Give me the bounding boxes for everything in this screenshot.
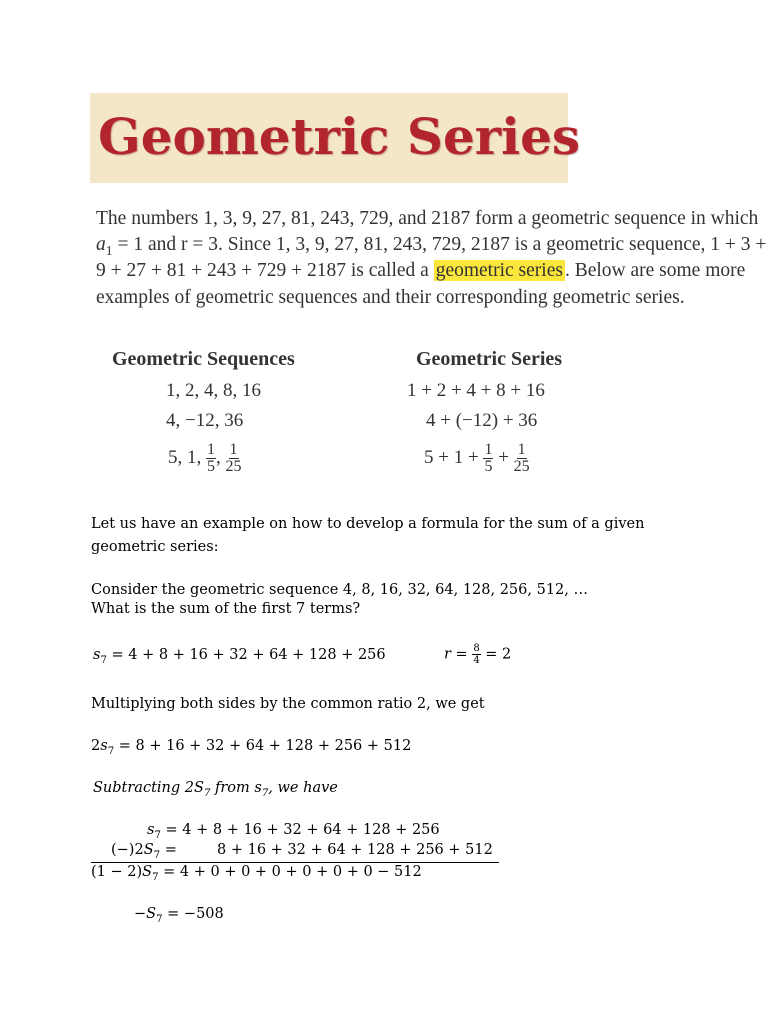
equation-2s7: $2s_7 = 8 + 16 + 32 + 64 + 128 + 256 + 512$ <box>91 738 412 757</box>
row2-series: 4 + (−12) + 36 <box>426 410 538 431</box>
highlight-geometric-series: geometric series <box>435 260 563 281</box>
page-title: Geometric Series <box>98 107 581 166</box>
final-result: $-S_7 = -508$ <box>134 906 224 925</box>
row3-sequence: 5, 1, $\frac{1}{5}$ , $\frac{1}{25}$ <box>168 441 242 475</box>
equation-s7: $s_7 = 4 + 8 + 16 + 32 + 64 + 128 + 256$ <box>93 647 386 666</box>
paragraph-1-line-2: geometric series: <box>91 539 219 555</box>
equation-ratio: r = $\frac{8}{4}$ = 2 <box>444 643 512 666</box>
intro-line-1: The numbers 1, 3, 9, 27, 81, 243, 729, and 2187 form a geometric sequence in which <box>96 208 759 229</box>
paragraph-1-line-1: Let us have an example on how to develop a formula for the sum of a given <box>91 516 645 532</box>
subtraction-row-1: $s_7 = 4 + 8 + 16 + 32 + 64 + 128 + 256$ <box>147 822 440 841</box>
intro-line-3: 9 + 27 + 81 + 243 + 729 + 2187 is called a geometric series . Below are some more <box>96 260 746 281</box>
paragraph-2-line-2: What is the sum of the first 7 terms? <box>91 601 361 617</box>
row3-series: 5 + 1 + $\frac{1}{5}$ + $\frac{1}{25}$ <box>424 441 530 475</box>
intro-line-2: $a_1 = 1$ and r = 3. Since 1, 3, 9, 27, 81, 243, 729, 2187 is a geometric sequence, 1 + 3 + <box>96 234 767 258</box>
subtracting-text: Subtracting $2S_7$ from $s_7$, we have <box>93 780 338 799</box>
subtraction-row-2: $(-)2S_7$ = 8 + 16 + 32 + 64 + 128 + 256 + 512 <box>91 842 499 863</box>
table-header-sequences: Geometric Sequences <box>112 348 295 370</box>
multiply-text: Multiplying both sides by the common ratio 2, we get <box>91 696 485 712</box>
row2-sequence: 4, −12, 36 <box>166 410 244 431</box>
subtraction-row-3: $(1 - 2)S_7 = 4 + 0 + 0 + 0 + 0 + 0 + 0 - 512$ <box>91 864 422 883</box>
title-banner <box>90 93 581 183</box>
row1-sequence: 1, 2, 4, 8, 16 <box>166 380 261 401</box>
intro-line-4: examples of geometric sequences and their corresponding geometric series. <box>96 287 685 308</box>
table-header-series: Geometric Series <box>416 348 563 370</box>
paragraph-2-line-1: Consider the geometric sequence 4, 8, 16, 32, 64, 128, 256, 512, … <box>91 582 589 598</box>
row1-series: 1 + 2 + 4 + 8 + 16 <box>407 380 545 401</box>
